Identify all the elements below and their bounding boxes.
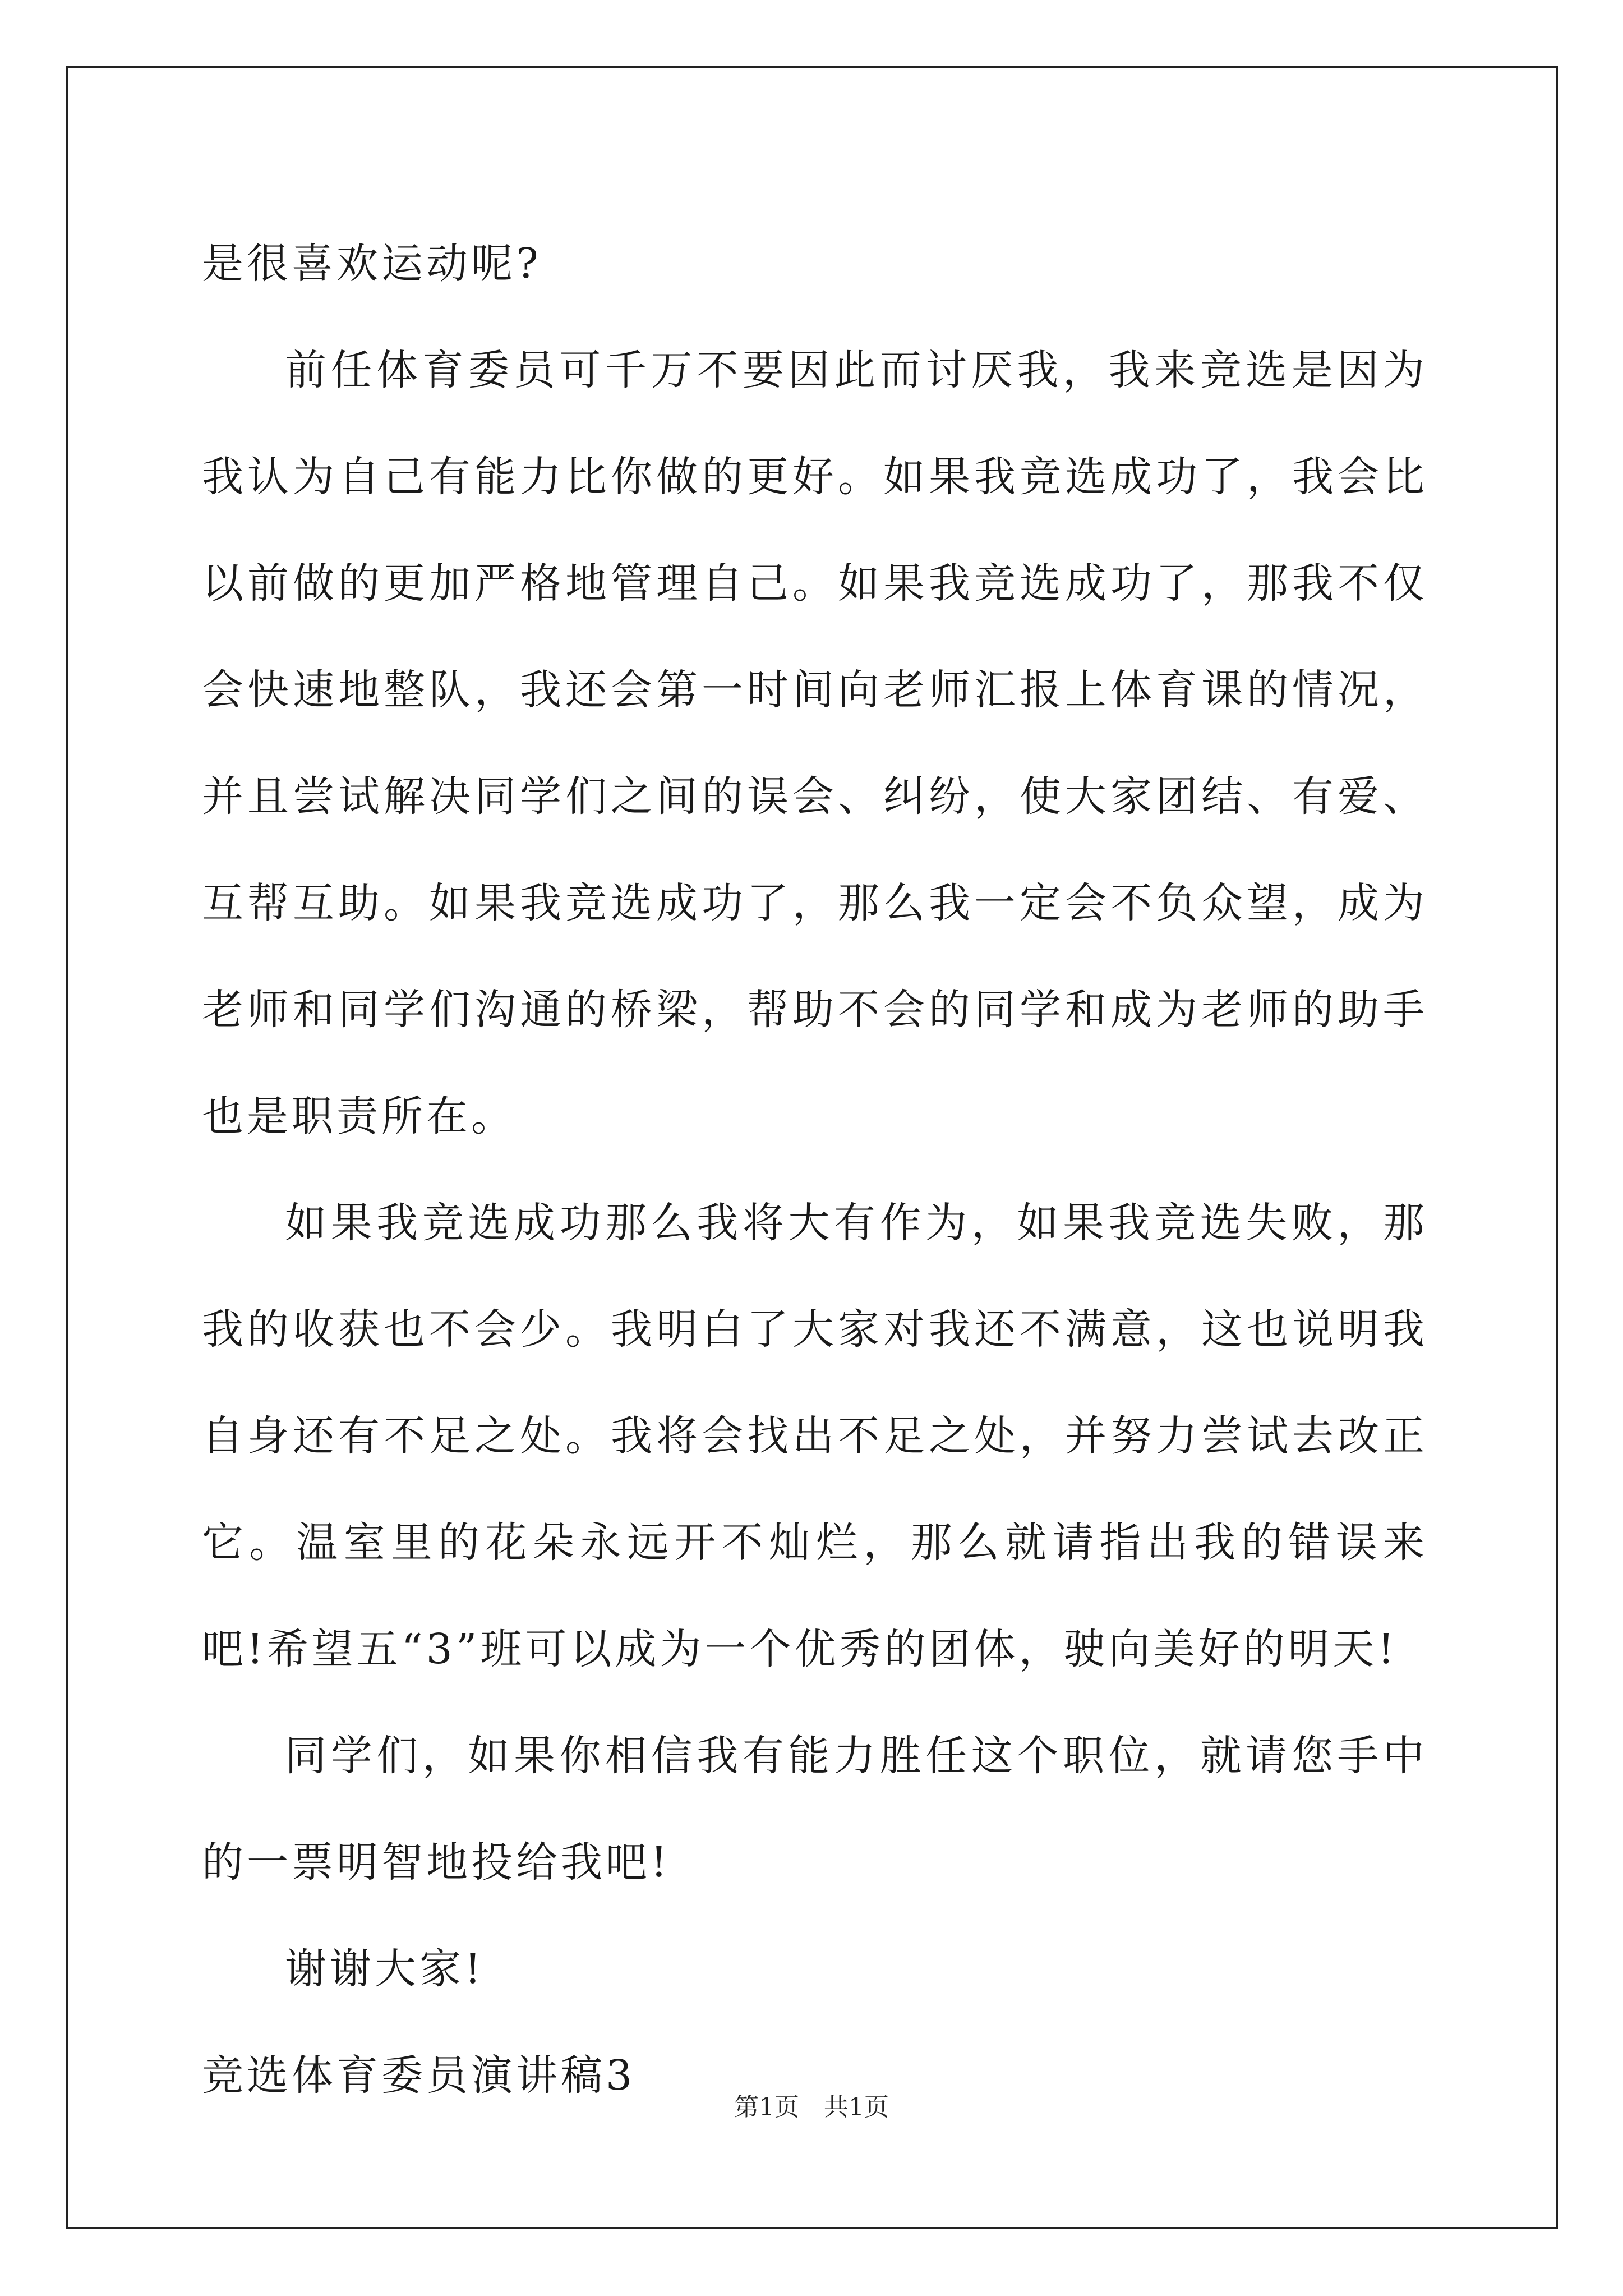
paragraph-continuation: 是很喜欢运动呢?	[202, 240, 542, 288]
page-number-footer: 第1页 共1页	[734, 2093, 889, 2122]
paragraph: 前任体育委员可千万不要因此而讨厌我，我来竞选是因为我认为自己有能力比你做的更好。如果我竞选成功了，我会比以前做的更加严格地管理自己。如果我竞选成功了，那我不仅会快速地整队，我还会第一时间向老师汇报上体育课的情况，并且尝试解决同学们之间的误会、纠纷，使大家团结、有爱、互帮互助。如果我竞选成功了，那么我一定会不负众望，成为老师和同学们沟通的桥梁，帮助不会的同学和成为老师的助手也是职责所在。	[202, 346, 1428, 1140]
section-heading: 竞选体育委员演讲稿3	[202, 2051, 636, 2100]
paragraph: 同学们，如果你相信我有能力胜任这个职位，就请您手中的一票明智地投给我吧!	[202, 1732, 1428, 1887]
document-body	[202, 210, 1428, 2129]
paragraph-thanks: 谢谢大家!	[285, 1945, 485, 1993]
paragraph: 如果我竞选成功那么我将大有作为，如果我竞选失败，那我的收获也不会少。我明白了大家对我还不满意，这也说明我自身还有不足之处。我将会找出不足之处，并努力尝试去改正它。温室里的花朵永远开不灿烂，那么就请指出我的错误来吧!希望五“3”班可以成为一个优秀的团体，驶向美好的明天!	[202, 1199, 1428, 1673]
